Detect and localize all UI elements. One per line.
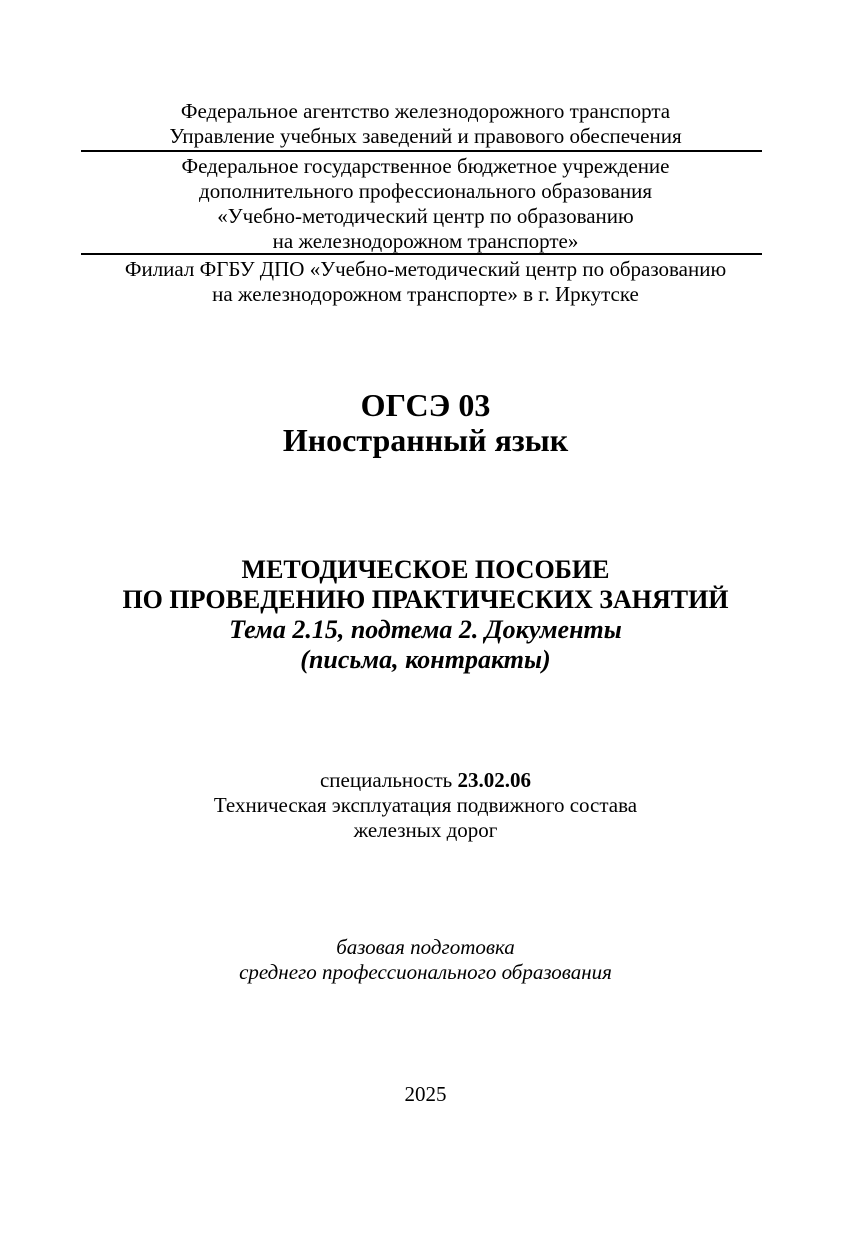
branch-line-2: на железнодорожном транспорте» в г. Иркутске xyxy=(212,282,639,306)
subject-heading xyxy=(83,388,768,458)
main-title-theme: Тема 2.15, подтема 2. Документы xyxy=(229,615,622,644)
main-title xyxy=(83,555,768,675)
agency-line-2: Управление учебных заведений и правового обеспечения xyxy=(169,124,682,148)
institution-line-2: дополнительного профессионального образования xyxy=(199,179,652,203)
main-title-line-2: ПО ПРОВЕДЕНИЮ ПРАКТИЧЕСКИХ ЗАНЯТИЙ xyxy=(122,585,729,614)
main-title-line-1: МЕТОДИЧЕСКОЕ ПОСОБИЕ xyxy=(241,555,610,584)
branch-line-1: Филиал ФГБУ ДПО «Учебно-методический центр по образованию xyxy=(124,257,727,281)
specialty-label: специальность xyxy=(319,768,453,792)
institution-line-4: на железнодорожном транспорте» xyxy=(272,229,579,253)
preparation-line-2: среднего профессионального образования xyxy=(239,960,612,984)
divider-rule-bottom xyxy=(81,253,762,255)
specialty-name-line-1: Техническая эксплуатация подвижного состава xyxy=(213,793,638,817)
agency-line-1: Федеральное агентство железнодорожного транспорта xyxy=(180,99,671,123)
publication-year: 2025 xyxy=(404,1082,447,1106)
agency-header xyxy=(83,99,768,149)
specialty-code: 23.02.06 xyxy=(457,768,531,792)
branch-header xyxy=(83,257,768,307)
specialty-name-line-2: железных дорог xyxy=(353,818,498,842)
specialty-section xyxy=(83,768,768,843)
institution-header xyxy=(83,154,768,254)
preparation-section xyxy=(83,935,768,985)
institution-line-1: Федеральное государственное бюджетное учреждение xyxy=(181,154,670,178)
divider-rule-top xyxy=(81,150,762,152)
subject-code: ОГСЭ 03 xyxy=(360,387,491,423)
main-title-subtheme: (письма, контракты) xyxy=(300,645,551,674)
institution-line-3: «Учебно-методический центр по образованию xyxy=(217,204,634,228)
subject-name: Иностранный язык xyxy=(282,422,569,458)
specialty-line xyxy=(83,768,768,793)
preparation-line-1: базовая подготовка xyxy=(336,935,515,959)
